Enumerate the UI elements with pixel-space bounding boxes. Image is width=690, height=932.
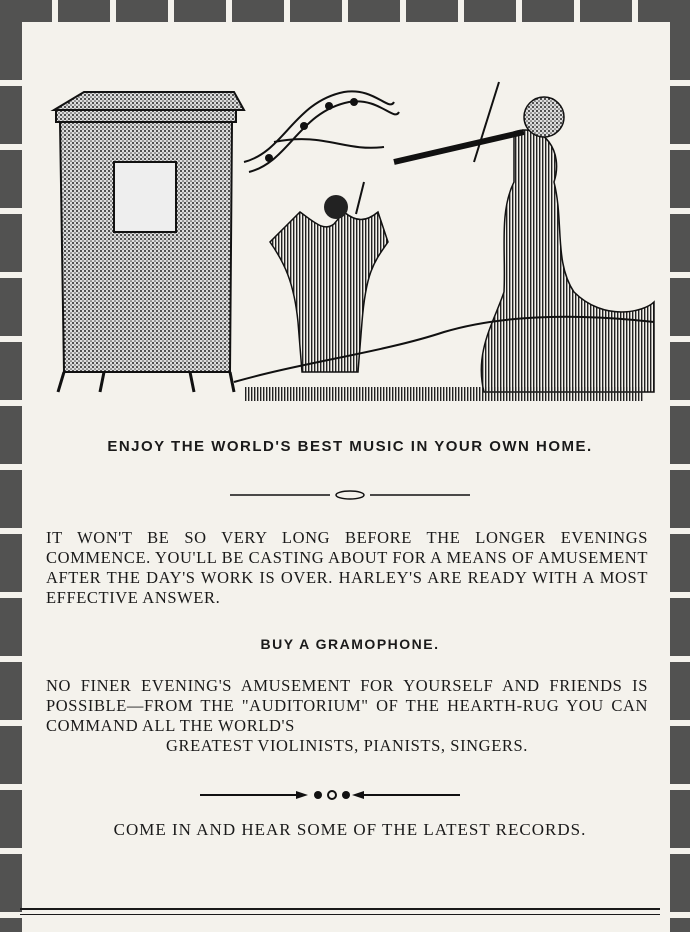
body-paragraph-last-line: GREATEST VIOLINISTS, PIANISTS, SINGERS.: [166, 736, 528, 755]
ornamental-rule-icon: [200, 788, 460, 802]
headline: ENJOY THE WORLD'S BEST MUSIC IN YOUR OWN HOME.: [107, 438, 593, 455]
closing-line: COME IN AND HEAR SOME OF THE LATEST RECORDS.: [113, 820, 587, 839]
decorative-border-right: [670, 22, 690, 932]
gramophone-illustration-icon: [44, 62, 664, 402]
body-paragraph-text: NO FINER EVENING'S AMUSEMENT FOR YOURSELF AND FRIENDS IS POSSIBLE—FROM THE "AUDITORIUM" OF THE HEARTH-RUG YOU CAN COMMAND ALL THE WORLD'S: [46, 676, 648, 735]
decorative-border-top: [0, 0, 690, 22]
subheadline: BUY A GRAMOPHONE.: [260, 636, 440, 652]
footer-rule: [20, 908, 660, 910]
footer-rule-thin: [20, 914, 660, 915]
ornamental-rule-icon: [230, 488, 470, 502]
decorative-border-left: [0, 22, 22, 932]
intro-paragraph: IT WON'T BE SO VERY LONG BEFORE THE LONGER EVENINGS COMMENCE. YOU'LL BE CASTING ABOUT FOR A MEANS OF AMUSEMENT AFTER THE DAY'S WORK IS OVER. HARLEY'S ARE READY WITH A MOST EFFECTIVE ANSWER.: [46, 528, 648, 607]
body-paragraph: [46, 676, 648, 756]
